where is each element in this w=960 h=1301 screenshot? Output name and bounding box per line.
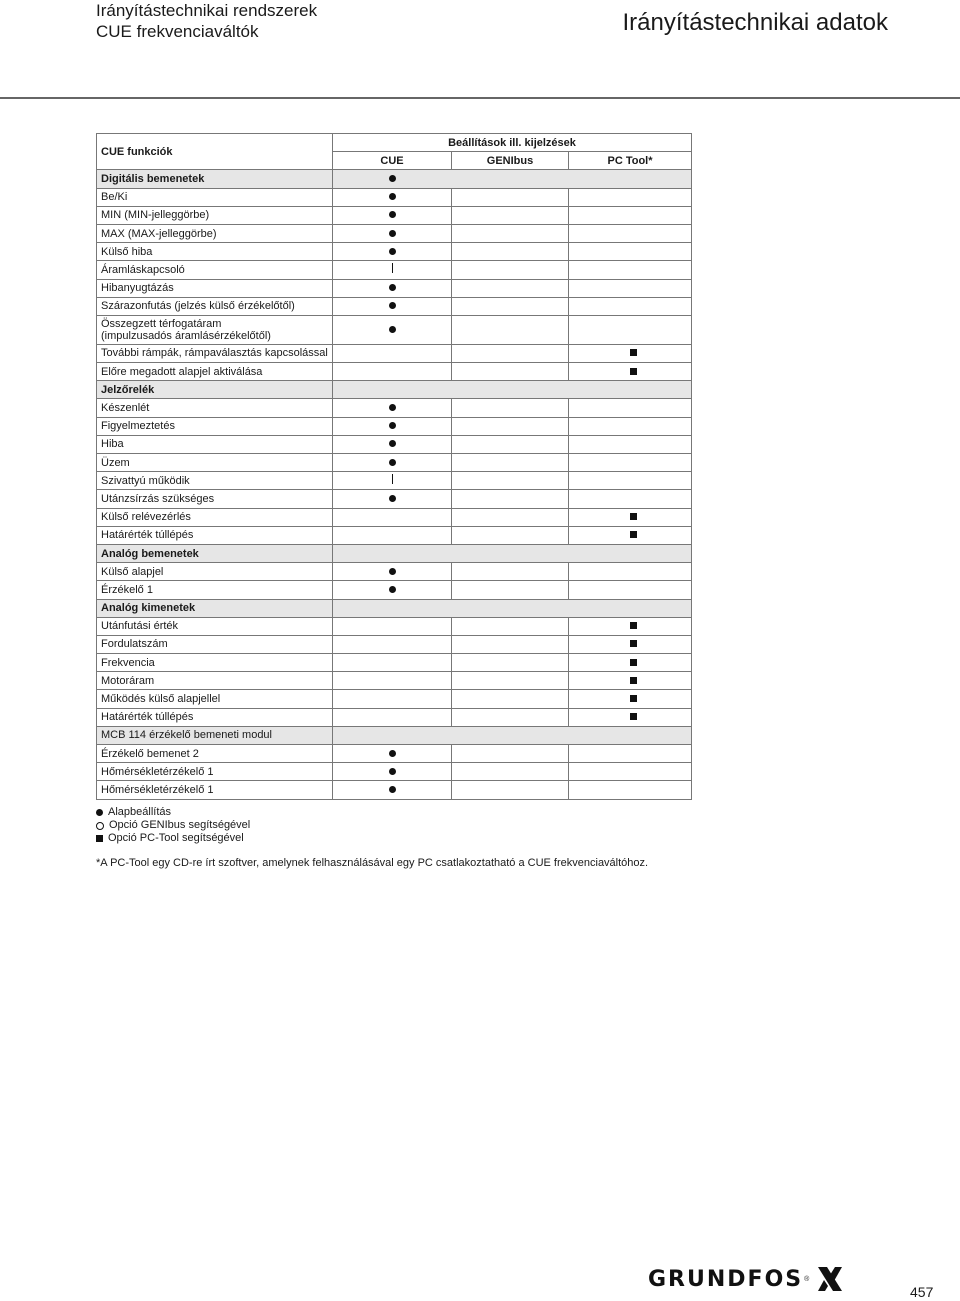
row-label: Külső relévezérlés bbox=[97, 508, 333, 526]
row-label: MAX (MAX-jelleggörbe) bbox=[97, 224, 333, 242]
filled-circle-icon bbox=[389, 422, 396, 429]
cell-genibus bbox=[452, 399, 569, 417]
cell-cue bbox=[333, 690, 452, 708]
cell-cue bbox=[333, 315, 452, 344]
table-row bbox=[97, 563, 692, 581]
cell-cue bbox=[333, 454, 452, 472]
table-body bbox=[97, 170, 692, 799]
cell-cue bbox=[333, 581, 452, 599]
cell-cue bbox=[333, 599, 692, 617]
cell-genibus bbox=[452, 344, 569, 362]
table-row bbox=[97, 526, 692, 544]
row-label: Érzékelő 1 bbox=[97, 581, 333, 599]
filled-square-icon bbox=[630, 349, 637, 356]
table-row bbox=[97, 672, 692, 690]
row-label: Üzem bbox=[97, 454, 333, 472]
header-left bbox=[96, 0, 317, 42]
table-row bbox=[97, 188, 692, 206]
table-row bbox=[97, 417, 692, 435]
grundfos-x-icon bbox=[815, 1264, 845, 1294]
table-row bbox=[97, 224, 692, 242]
row-label: Jelzőrelék bbox=[97, 381, 333, 399]
cell-cue bbox=[333, 243, 452, 261]
row-label: Hőmérsékletérzékelő 1 bbox=[97, 781, 333, 799]
cell-cue bbox=[333, 617, 452, 635]
cell-genibus bbox=[452, 654, 569, 672]
filled-circle-icon bbox=[389, 440, 396, 447]
row-label: Analóg kimenetek bbox=[97, 599, 333, 617]
column-header-pctool: PC Tool* bbox=[569, 152, 692, 170]
cell-cue bbox=[333, 544, 692, 562]
cell-genibus bbox=[452, 224, 569, 242]
table-row bbox=[97, 243, 692, 261]
filled-circle-icon bbox=[389, 302, 396, 309]
legend-item bbox=[96, 806, 250, 819]
cell-genibus bbox=[452, 206, 569, 224]
page-number: 457 bbox=[910, 1284, 934, 1300]
cell-cue bbox=[333, 261, 452, 279]
legend-label: Opció PC-Tool segítségével bbox=[108, 832, 244, 844]
cell-pctool bbox=[569, 279, 692, 297]
filled-square-icon bbox=[96, 835, 103, 842]
filled-square-icon bbox=[630, 640, 637, 647]
table-row bbox=[97, 261, 692, 279]
cell-pctool bbox=[569, 708, 692, 726]
table-row bbox=[97, 454, 692, 472]
cell-cue bbox=[333, 363, 452, 381]
filled-square-icon bbox=[630, 713, 637, 720]
filled-square-icon bbox=[630, 659, 637, 666]
cell-pctool bbox=[569, 435, 692, 453]
row-label: Figyelmeztetés bbox=[97, 417, 333, 435]
brand-name: GRUNDFOS bbox=[648, 1266, 804, 1292]
row-label: További rámpák, rámpaválasztás kapcsolással bbox=[97, 344, 333, 362]
cell-cue bbox=[333, 654, 452, 672]
cell-genibus bbox=[452, 508, 569, 526]
footnote: *A PC-Tool egy CD-re írt szoftver, amelynek felhasználásával egy PC csatlakoztatható a CUE frekvenciaváltóhoz. bbox=[96, 857, 649, 869]
table-row bbox=[97, 690, 692, 708]
cell-genibus bbox=[452, 763, 569, 781]
filled-circle-icon bbox=[389, 193, 396, 200]
row-label: Határérték túllépés bbox=[97, 708, 333, 726]
cell-cue bbox=[333, 279, 452, 297]
cell-genibus bbox=[452, 581, 569, 599]
cell-pctool bbox=[569, 490, 692, 508]
cell-cue bbox=[333, 635, 452, 653]
legend-label: Alapbeállítás bbox=[108, 806, 171, 818]
cell-cue bbox=[333, 170, 692, 188]
filled-circle-icon bbox=[389, 326, 396, 333]
cell-pctool bbox=[569, 690, 692, 708]
legend bbox=[96, 806, 250, 845]
table-row bbox=[97, 399, 692, 417]
cell-cue bbox=[333, 297, 452, 315]
filled-square-icon bbox=[630, 622, 637, 629]
cell-cue bbox=[333, 417, 452, 435]
row-label: Hiba bbox=[97, 435, 333, 453]
cell-cue bbox=[333, 708, 452, 726]
filled-square-icon bbox=[630, 513, 637, 520]
filled-circle-icon bbox=[389, 211, 396, 218]
filled-circle-icon bbox=[389, 284, 396, 291]
cell-pctool bbox=[569, 745, 692, 763]
column-group-header: Beállítások ill. kijelzések bbox=[333, 134, 692, 152]
filled-circle-icon bbox=[389, 495, 396, 502]
row-label: Utánzsírzás szükséges bbox=[97, 490, 333, 508]
filled-circle-icon bbox=[389, 248, 396, 255]
row-label: Analóg bemenetek bbox=[97, 544, 333, 562]
cell-genibus bbox=[452, 526, 569, 544]
filled-circle-icon bbox=[389, 175, 396, 182]
cell-pctool bbox=[569, 581, 692, 599]
cell-pctool bbox=[569, 188, 692, 206]
filled-circle-icon bbox=[389, 768, 396, 775]
filled-square-icon bbox=[630, 531, 637, 538]
table-row bbox=[97, 206, 692, 224]
cell-genibus bbox=[452, 315, 569, 344]
table-row bbox=[97, 708, 692, 726]
functions-table bbox=[96, 133, 692, 800]
cell-cue bbox=[333, 508, 452, 526]
header-divider bbox=[0, 97, 960, 99]
filled-circle-icon bbox=[389, 568, 396, 575]
cell-genibus bbox=[452, 472, 569, 490]
legend-item bbox=[96, 832, 250, 845]
cell-pctool bbox=[569, 261, 692, 279]
row-label: MIN (MIN-jelleggörbe) bbox=[97, 206, 333, 224]
cell-genibus bbox=[452, 188, 569, 206]
cell-genibus bbox=[452, 617, 569, 635]
cell-genibus bbox=[452, 781, 569, 799]
grundfos-logo bbox=[648, 1264, 845, 1294]
cell-cue bbox=[333, 672, 452, 690]
table-row bbox=[97, 472, 692, 490]
table-row bbox=[97, 654, 692, 672]
cell-pctool bbox=[569, 781, 692, 799]
cell-cue bbox=[333, 224, 452, 242]
cell-genibus bbox=[452, 672, 569, 690]
row-label: Előre megadott alapjel aktiválása bbox=[97, 363, 333, 381]
table-row bbox=[97, 581, 692, 599]
row-label: Frekvencia bbox=[97, 654, 333, 672]
cell-pctool bbox=[569, 344, 692, 362]
row-label: Hőmérsékletérzékelő 1 bbox=[97, 763, 333, 781]
cell-genibus bbox=[452, 690, 569, 708]
column-header-genibus: GENIbus bbox=[452, 152, 569, 170]
cell-cue bbox=[333, 526, 452, 544]
vertical-bar-icon bbox=[392, 263, 393, 273]
row-label: Motoráram bbox=[97, 672, 333, 690]
cell-pctool bbox=[569, 617, 692, 635]
filled-square-icon bbox=[630, 677, 637, 684]
cell-pctool bbox=[569, 363, 692, 381]
column-header-functions: CUE funkciók bbox=[97, 134, 333, 170]
cell-genibus bbox=[452, 635, 569, 653]
cell-genibus bbox=[452, 417, 569, 435]
cell-pctool bbox=[569, 672, 692, 690]
section-row bbox=[97, 381, 692, 399]
cell-pctool bbox=[569, 297, 692, 315]
cell-cue bbox=[333, 490, 452, 508]
header-line-1: Irányítástechnikai rendszerek bbox=[96, 1, 318, 20]
cell-pctool bbox=[569, 563, 692, 581]
cell-genibus bbox=[452, 490, 569, 508]
cell-cue bbox=[333, 763, 452, 781]
column-header-cue: CUE bbox=[333, 152, 452, 170]
row-label: Szárazonfutás (jelzés külső érzékelőtől) bbox=[97, 297, 333, 315]
row-label: Határérték túllépés bbox=[97, 526, 333, 544]
row-label: Be/Ki bbox=[97, 188, 333, 206]
cell-cue bbox=[333, 726, 692, 744]
filled-circle-icon bbox=[389, 230, 396, 237]
cell-pctool bbox=[569, 508, 692, 526]
table-row bbox=[97, 297, 692, 315]
cell-pctool bbox=[569, 654, 692, 672]
cell-cue bbox=[333, 206, 452, 224]
cell-cue bbox=[333, 781, 452, 799]
section-row bbox=[97, 726, 692, 744]
cell-genibus bbox=[452, 454, 569, 472]
table-row bbox=[97, 763, 692, 781]
filled-circle-icon bbox=[389, 786, 396, 793]
filled-circle-icon bbox=[389, 404, 396, 411]
cell-cue bbox=[333, 344, 452, 362]
cell-genibus bbox=[452, 745, 569, 763]
brand-registered-mark: ® bbox=[804, 1275, 810, 1283]
cell-cue bbox=[333, 188, 452, 206]
cell-pctool bbox=[569, 315, 692, 344]
row-label: Utánfutási érték bbox=[97, 617, 333, 635]
row-label: Érzékelő bemenet 2 bbox=[97, 745, 333, 763]
cell-genibus bbox=[452, 279, 569, 297]
row-label: Készenlét bbox=[97, 399, 333, 417]
table-row bbox=[97, 617, 692, 635]
table-row bbox=[97, 363, 692, 381]
filled-circle-icon bbox=[96, 809, 103, 816]
table-row bbox=[97, 344, 692, 362]
cell-cue bbox=[333, 563, 452, 581]
filled-square-icon bbox=[630, 368, 637, 375]
cell-genibus bbox=[452, 363, 569, 381]
section-row bbox=[97, 170, 692, 188]
cell-genibus bbox=[452, 243, 569, 261]
row-label: Működés külső alapjellel bbox=[97, 690, 333, 708]
vertical-bar-icon bbox=[392, 474, 393, 484]
cell-pctool bbox=[569, 635, 692, 653]
filled-circle-icon bbox=[389, 459, 396, 466]
filled-circle-icon bbox=[389, 586, 396, 593]
table-row bbox=[97, 490, 692, 508]
row-label: MCB 114 érzékelő bemeneti modul bbox=[97, 726, 333, 744]
cell-pctool bbox=[569, 454, 692, 472]
cell-cue bbox=[333, 381, 692, 399]
cell-genibus bbox=[452, 297, 569, 315]
row-label: Külső alapjel bbox=[97, 563, 333, 581]
row-label: Külső hiba bbox=[97, 243, 333, 261]
cell-cue bbox=[333, 435, 452, 453]
row-label: Áramláskapcsoló bbox=[97, 261, 333, 279]
table-row bbox=[97, 508, 692, 526]
cell-genibus bbox=[452, 563, 569, 581]
cell-pctool bbox=[569, 224, 692, 242]
cell-pctool bbox=[569, 763, 692, 781]
filled-circle-icon bbox=[389, 750, 396, 757]
filled-square-icon bbox=[630, 695, 637, 702]
table-row bbox=[97, 315, 692, 344]
table-row bbox=[97, 279, 692, 297]
cell-pctool bbox=[569, 472, 692, 490]
section-row bbox=[97, 599, 692, 617]
cell-genibus bbox=[452, 435, 569, 453]
table-row bbox=[97, 635, 692, 653]
row-label: Fordulatszám bbox=[97, 635, 333, 653]
cell-pctool bbox=[569, 206, 692, 224]
cell-pctool bbox=[569, 399, 692, 417]
cell-genibus bbox=[452, 708, 569, 726]
cell-cue bbox=[333, 472, 452, 490]
cell-pctool bbox=[569, 243, 692, 261]
row-label: Szivattyú működik bbox=[97, 472, 333, 490]
header-line-2: CUE frekvenciaváltók bbox=[96, 22, 259, 41]
cell-pctool bbox=[569, 417, 692, 435]
table-row bbox=[97, 781, 692, 799]
page-title: Irányítástechnikai adatok bbox=[622, 9, 888, 36]
cell-cue bbox=[333, 399, 452, 417]
legend-label: Opció GENIbus segítségével bbox=[109, 819, 251, 831]
row-label: Digitális bemenetek bbox=[97, 170, 333, 188]
cell-pctool bbox=[569, 526, 692, 544]
section-row bbox=[97, 544, 692, 562]
cell-cue bbox=[333, 745, 452, 763]
open-circle-icon bbox=[96, 822, 104, 830]
row-label: Összegzett térfogatáram (impulzusadós áramlásérzékelőtől) bbox=[97, 315, 333, 344]
legend-item bbox=[96, 819, 250, 832]
row-label: Hibanyugtázás bbox=[97, 279, 333, 297]
cell-genibus bbox=[452, 261, 569, 279]
table-row bbox=[97, 435, 692, 453]
table-row bbox=[97, 745, 692, 763]
